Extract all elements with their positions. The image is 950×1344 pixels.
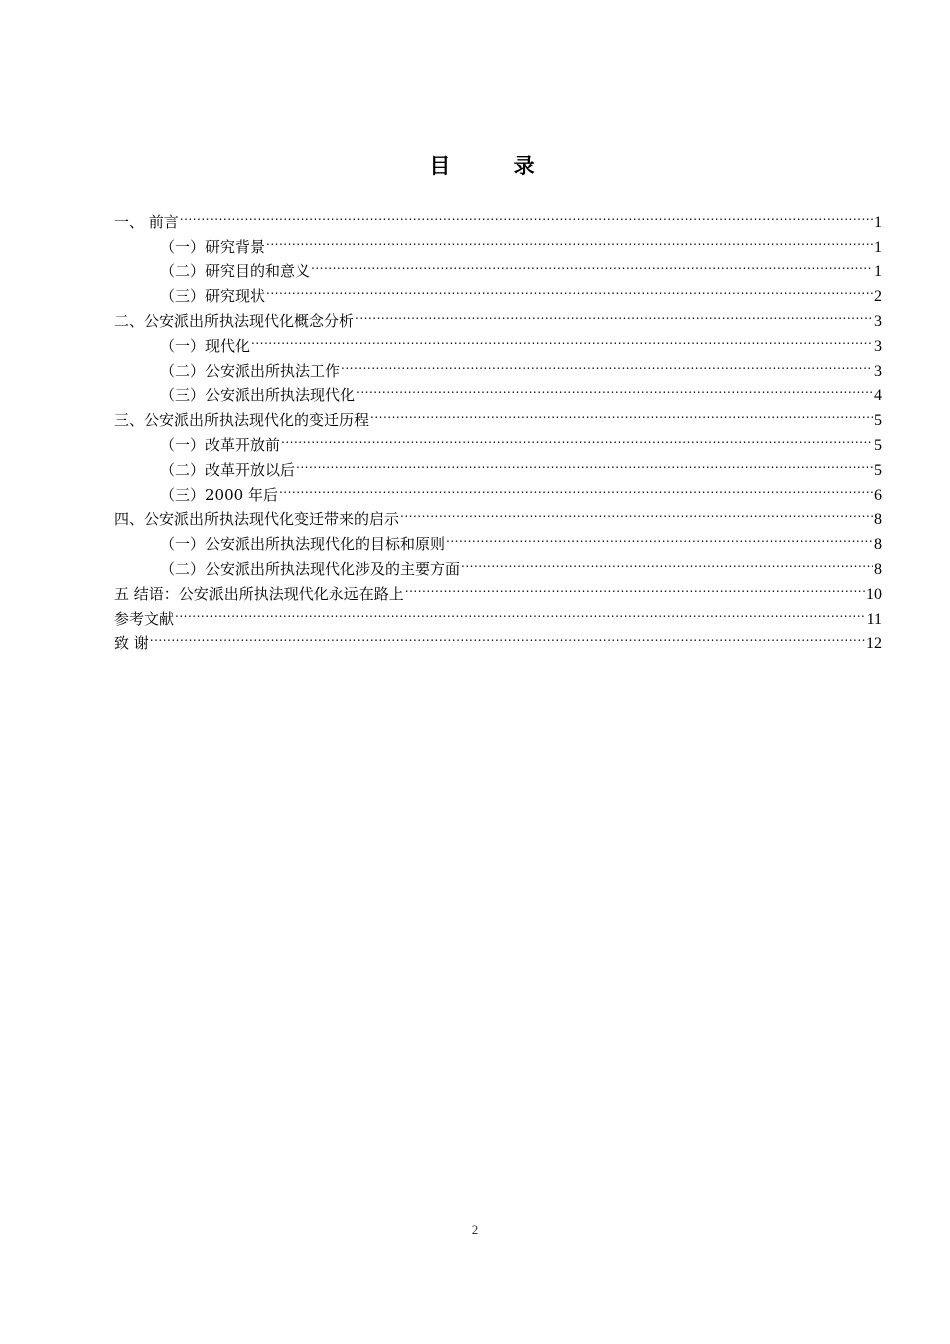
toc-entry-label: 四、公安派出所执法现代化变迁带来的启示 (114, 510, 400, 529)
page-number: 2 (471, 1222, 479, 1237)
toc-entry-page: 8 (874, 536, 882, 554)
toc-entry-page: 1 (874, 263, 882, 281)
toc-entry[interactable] (114, 227, 882, 256)
toc-entry-page: 3 (874, 312, 882, 330)
dot-leader (279, 475, 873, 500)
toc-entry-page: 5 (874, 412, 882, 430)
toc-entry-page: 5 (874, 436, 882, 454)
table-of-contents (114, 202, 882, 653)
dot-leader (446, 524, 873, 549)
toc-entry-page: 4 (874, 387, 882, 405)
toc-entry-label: 致 谢 (114, 634, 149, 653)
toc-entry-page: 8 (874, 511, 882, 529)
toc-entry-label: （二）公安派出所执法工作 (160, 361, 341, 380)
dot-leader (296, 450, 873, 475)
toc-entry-label: 二、公安派出所执法现代化概念分析 (114, 311, 355, 330)
dot-leader (266, 227, 873, 252)
toc-entry-label: （二）改革开放以后 (160, 460, 296, 479)
toc-entry-page: 3 (874, 337, 882, 355)
toc-entry-page: 1 (874, 213, 882, 231)
dot-leader (311, 252, 873, 277)
dot-leader (266, 276, 873, 301)
dot-leader (180, 202, 873, 227)
toc-entry-page: 3 (874, 362, 882, 380)
dot-leader (400, 500, 873, 525)
dot-leader (356, 376, 873, 401)
toc-entry-page: 10 (866, 585, 882, 603)
toc-entry[interactable] (114, 202, 882, 231)
toc-entry-label: （三）2000 年后 (160, 485, 278, 504)
toc-entry[interactable] (114, 599, 882, 628)
dot-leader (355, 301, 873, 326)
toc-entry-label: （一）公安派出所执法现代化的目标和原则 (160, 535, 446, 554)
dot-leader (251, 326, 873, 351)
toc-entry-page: 11 (866, 610, 882, 628)
toc-entry-label: 五 结语：公安派出所执法现代化永远在路上 (114, 584, 404, 603)
toc-entry-label: （一）改革开放前 (160, 435, 281, 454)
toc-entry-label: （一）研究背景 (160, 237, 266, 256)
toc-entry-page: 12 (866, 635, 882, 653)
toc-entry-page: 2 (874, 288, 882, 306)
dot-leader (405, 574, 865, 599)
toc-entry[interactable] (114, 624, 882, 653)
toc-entry-label: （三）研究现状 (160, 287, 266, 306)
dot-leader (175, 599, 866, 624)
toc-entry-label: 一、 前言 (114, 212, 179, 231)
toc-entry-page: 1 (874, 238, 882, 256)
toc-entry-label: （一）现代化 (160, 336, 251, 355)
toc-entry-label: 参考文献 (114, 609, 175, 628)
toc-entry-page: 8 (874, 560, 882, 578)
toc-entry-page: 5 (874, 461, 882, 479)
toc-entry-label: 三、公安派出所执法现代化的变迁历程 (114, 411, 370, 430)
toc-entry-label: （三）公安派出所执法现代化 (160, 386, 356, 405)
toc-title: 目 录 (429, 154, 563, 178)
dot-leader (370, 400, 873, 425)
toc-entry-page: 6 (874, 486, 882, 504)
toc-entry-label: （二）研究目的和意义 (160, 262, 311, 281)
dot-leader (281, 425, 873, 450)
dot-leader (150, 624, 865, 649)
toc-entry-label: （二）公安派出所执法现代化涉及的主要方面 (160, 559, 461, 578)
dot-leader (461, 549, 873, 574)
dot-leader (341, 351, 873, 376)
